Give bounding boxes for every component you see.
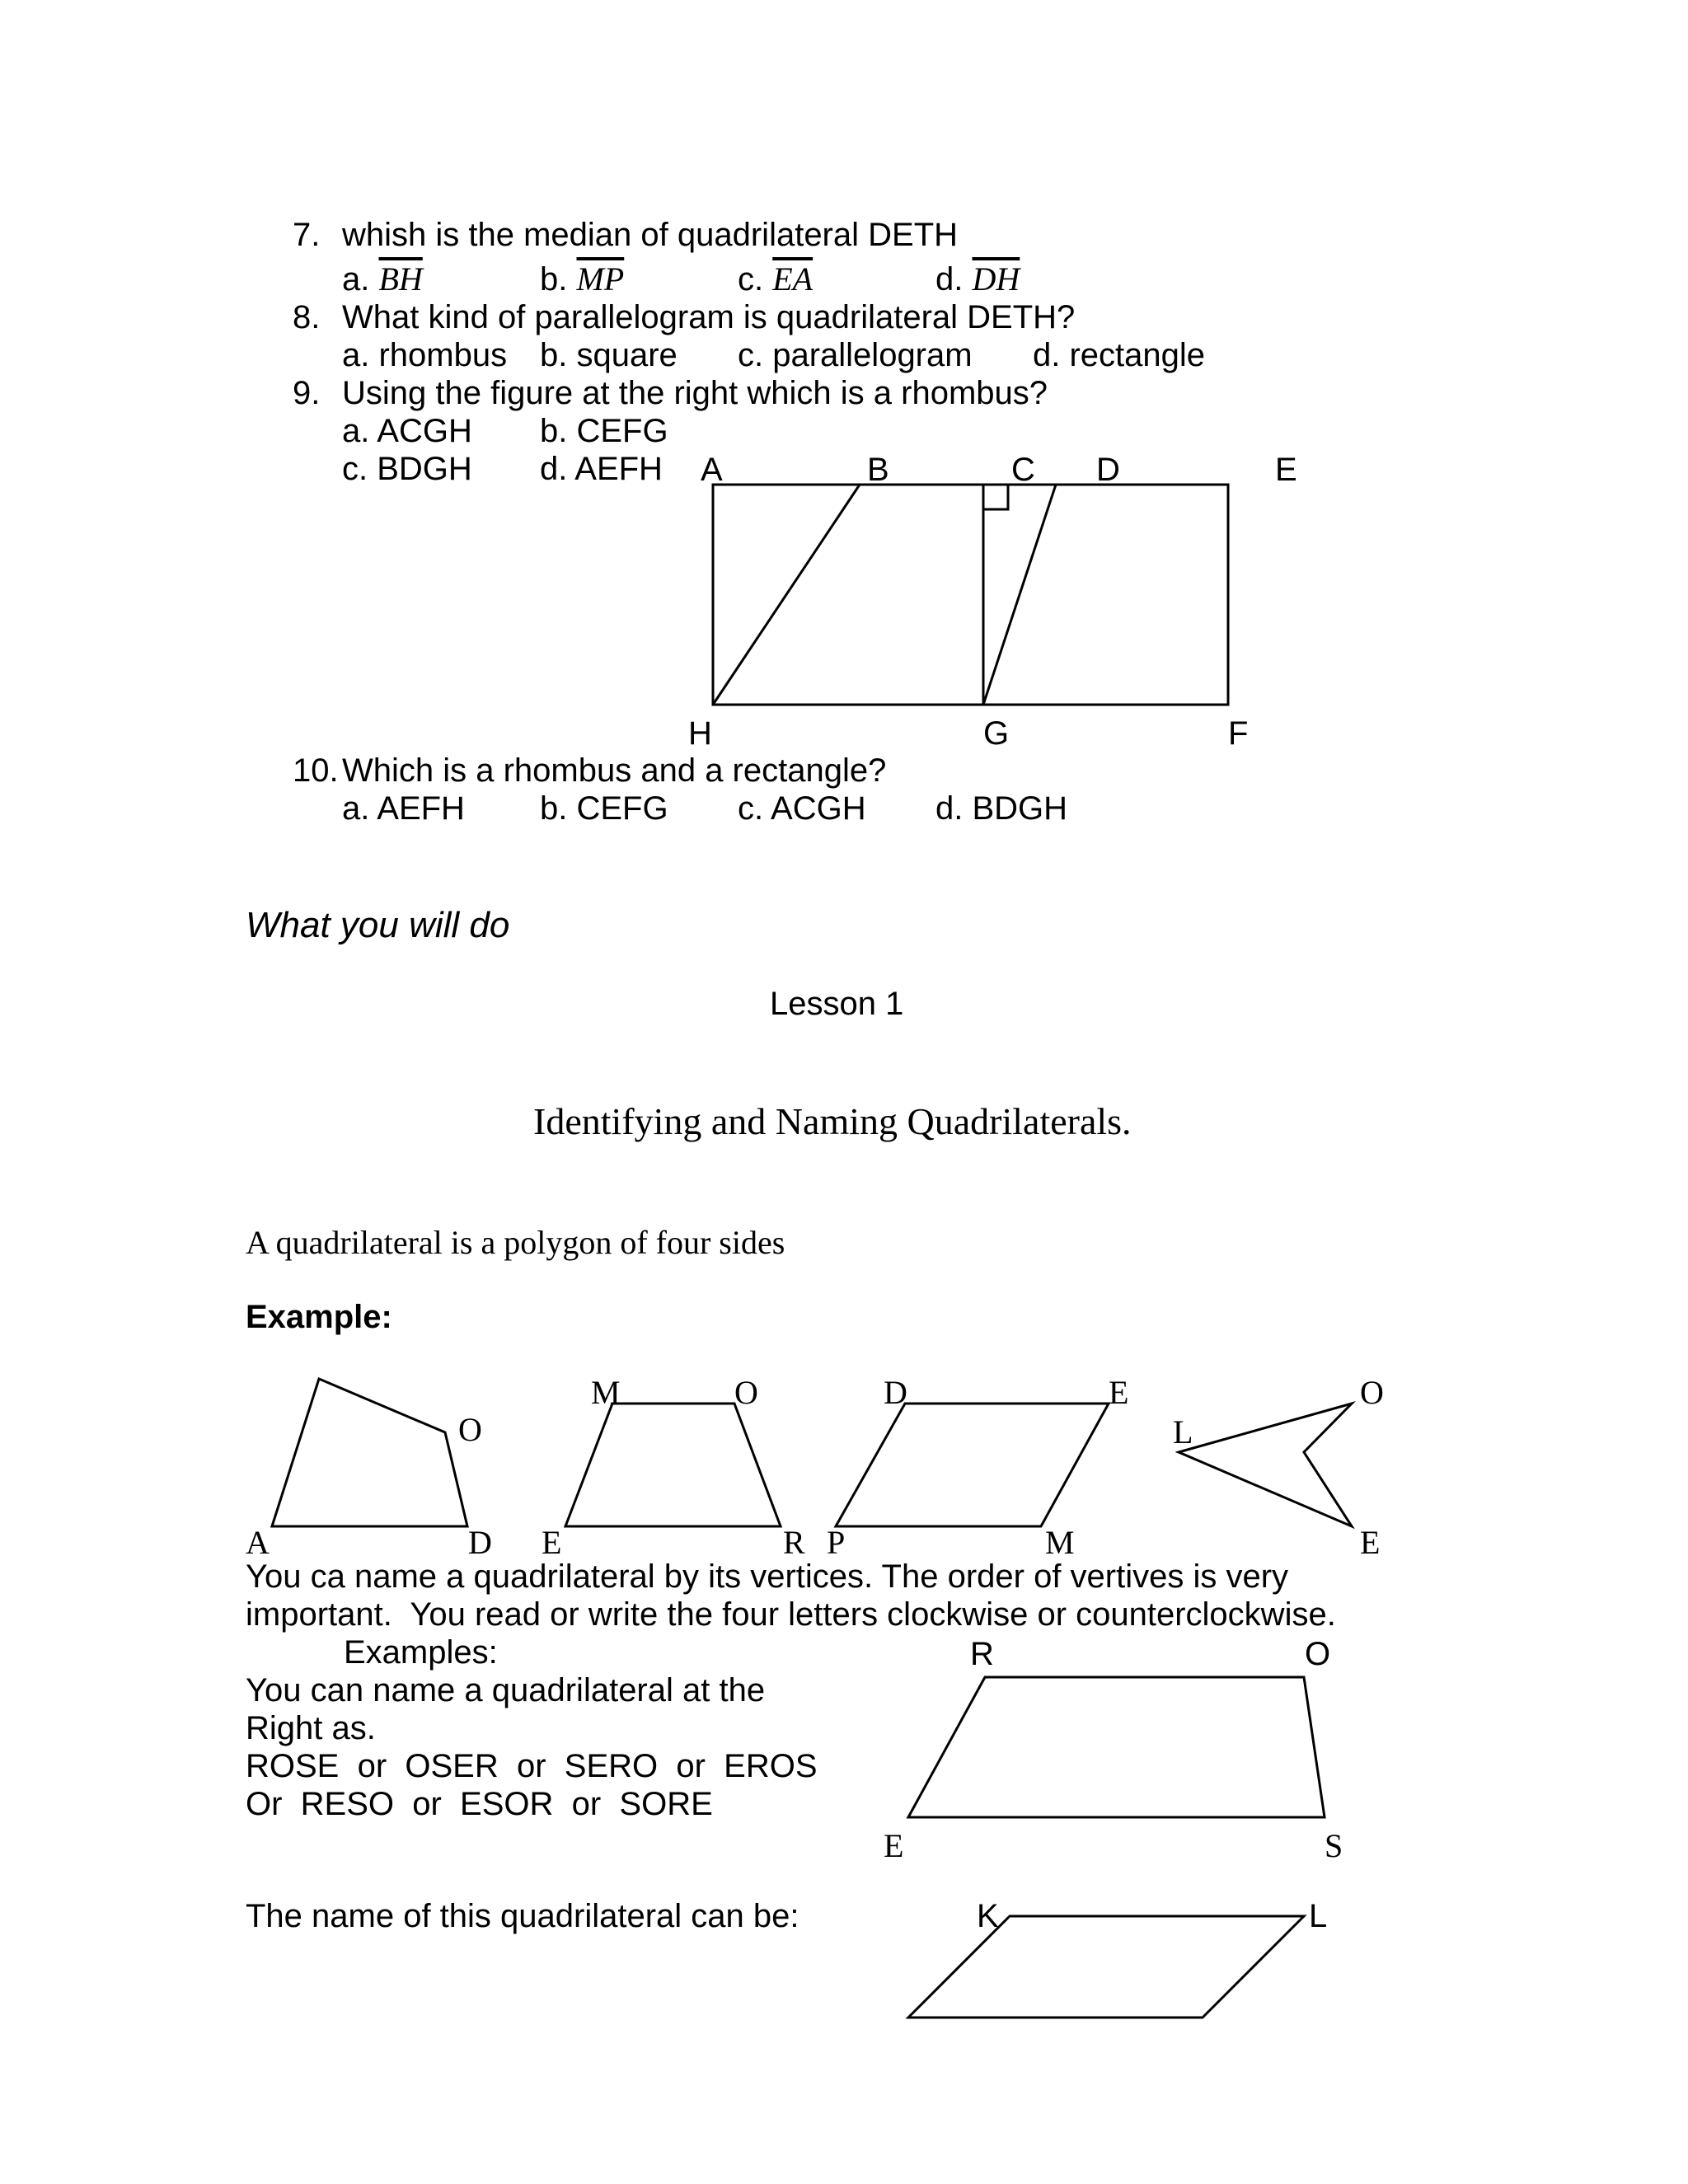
q10-option-b: b. CEFG [540, 790, 668, 827]
parallelogram-kl [908, 1916, 1304, 2018]
q7-text: whish is the median of quadrilateral DETH [342, 217, 959, 253]
vertex-label-g: G [983, 715, 1010, 752]
fig4-label-l: L [1173, 1413, 1193, 1451]
naming-text-line-2: important. You read or write the four letters clockwise or counterclockwise. [246, 1596, 1336, 1633]
segment-ea: $\overline{EA}$ [772, 260, 814, 298]
naming-text-line-4: Right as. [246, 1710, 376, 1746]
q9-option-a: a. ACGH [342, 413, 472, 449]
rose-label-s: S [1325, 1827, 1343, 1864]
vertex-label-a: A [701, 452, 723, 488]
examples-label: Examples: [344, 1634, 498, 1671]
lesson-number: Lesson 1 [770, 986, 904, 1022]
fig1-label-o: O [458, 1411, 482, 1448]
rose-label-e: E [884, 1827, 904, 1864]
vertex-label-c: C [1011, 452, 1035, 488]
fig3-label-p: P [827, 1524, 846, 1561]
vertex-label-d: D [1096, 452, 1120, 488]
naming-text-line-3: You can name a quadrilateral at the [246, 1672, 766, 1708]
q9-option-b: b. CEFG [540, 413, 668, 449]
q8-number: 8. [293, 299, 321, 335]
q8-option-d: d. rectangle [1033, 337, 1206, 373]
q10-text: Which is a rhombus and a rectangle? [342, 752, 887, 789]
fig3-label-m: M [1045, 1524, 1075, 1561]
fig1-label-d: D [468, 1524, 492, 1561]
section-heading: What you will do [246, 905, 510, 945]
fig4-label-e: E [1360, 1524, 1381, 1561]
vertex-label-e: E [1275, 452, 1297, 488]
q7-option-b-letter: b. [540, 261, 568, 298]
rose-label-r: R [970, 1636, 994, 1672]
kl-prompt: The name of this quadrilateral can be: [246, 1898, 799, 1934]
segment-bh: $\overline{BH}$ [378, 260, 423, 298]
naming-text-line-5: ROSE or OSER or SERO or EROS [246, 1748, 818, 1784]
vertex-label-f: F [1228, 715, 1249, 752]
q8-option-c: c. parallelogram [738, 337, 973, 373]
fig2-label-o: O [734, 1374, 758, 1411]
fig2-label-e: E [542, 1524, 562, 1561]
rose-label-o: O [1305, 1636, 1331, 1672]
q10-option-a: a. AEFH [342, 790, 465, 827]
q8-option-a: a. rhombus [342, 337, 508, 373]
q8-text: What kind of parallelogram is quadrilateral DETH? [342, 299, 1076, 335]
segment-dh: $\overline{DH}$ [972, 260, 1020, 298]
q10-option-c: c. ACGH [738, 790, 866, 827]
naming-text-line-1: You ca name a quadrilateral by its vertices. The order of vertives is very [246, 1558, 1289, 1595]
q10-number: 10. [293, 752, 339, 789]
kl-label-k: K [977, 1898, 999, 1934]
definition-text: A quadrilateral is a polygon of four sides [246, 1224, 785, 1261]
vertex-label-b: B [867, 452, 889, 488]
fig1-label-a: A [246, 1524, 270, 1561]
fig3-label-e: E [1109, 1374, 1129, 1411]
lesson-title: Identifying and Naming Quadrilaterals. [533, 1100, 1132, 1142]
kl-label-l: L [1309, 1898, 1328, 1934]
q8-option-b: b. square [540, 337, 678, 373]
naming-text-line-6: Or RESO or ESOR or SORE [246, 1786, 713, 1822]
fig2-label-m: M [591, 1374, 621, 1411]
q9-option-c: c. BDGH [342, 451, 472, 487]
q7-option-d-letter: d. [935, 261, 964, 298]
fig3-label-d: D [884, 1374, 907, 1411]
fig4-label-o: O [1360, 1374, 1384, 1411]
segment-mp: $\overline{MP}$ [576, 260, 625, 298]
example-label: Example: [246, 1299, 392, 1335]
q9-number: 9. [293, 375, 321, 411]
fig2-label-r: R [783, 1524, 805, 1561]
q7-option-a-letter: a. [342, 261, 370, 298]
vertex-label-h: H [688, 715, 712, 752]
q9-text: Using the figure at the right which is a rhombus? [342, 375, 1048, 411]
q7-number: 7. [293, 217, 321, 253]
q7-option-c-letter: c. [738, 261, 764, 298]
q9-option-d: d. AEFH [540, 451, 663, 487]
q10-option-d: d. BDGH [935, 790, 1068, 827]
